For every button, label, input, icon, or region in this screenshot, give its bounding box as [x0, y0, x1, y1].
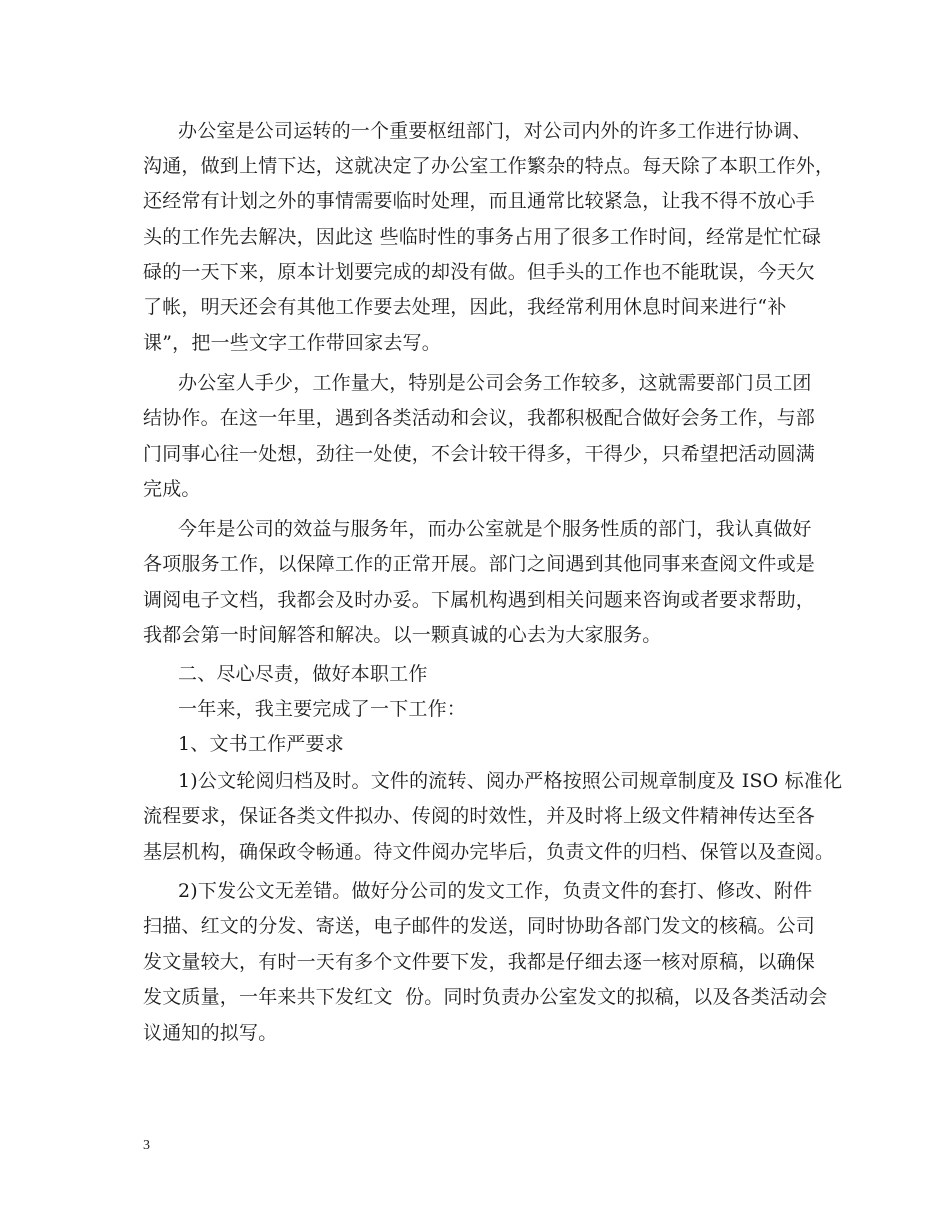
subsection-heading: 1、文书工作严要求 [178, 733, 344, 755]
text-line: 课”，把一些文字工作带回家去写。 [143, 332, 441, 354]
text-line: 办公室是公司运转的一个重要枢纽部门，对公司内外的许多工作进行协调、 [178, 120, 812, 142]
text-line: 2)下发公文无差错。做好分公司的发文工作，负责文件的套打、修改、附件 [178, 880, 813, 902]
text-line: 沟通，做到上情下达，这就决定了办公室工作繁杂的特点。每天除了本职工作外， [143, 155, 835, 177]
text-line: 各项服务工作，以保障工作的正常开展。部门之间遇到其他同事来查阅文件或是 [143, 553, 816, 575]
text-line: 1)公文轮阅归档及时。文件的流转、阅办严格按照公司规章制度及 ISO 标准化 [178, 770, 843, 792]
text-line: 办公室人手少，工作量大，特别是公司会务工作较多，这就需要部门员工团 [178, 372, 812, 394]
text-line: 还经常有计划之外的事情需要临时处理，而且通常比较紧急，让我不得不放心手 [143, 190, 816, 212]
text-line: 了帐，明天还会有其他工作要去处理，因此，我经常利用休息时间来进行“补 [143, 296, 787, 318]
text-line: 基层机构，确保政令畅通。待文件阅办完毕后，负责文件的归档、保管以及查阅。 [143, 841, 835, 863]
text-line: 发文量较大，有时一天有多个文件要下发，我都是仔细去逐一核对原稿，以确保 [143, 951, 816, 973]
page-number: 3 [143, 1138, 150, 1153]
text-line: 流程要求，保证各类文件拟办、传阅的时效性，并及时将上级文件精神传达至各 [143, 805, 816, 827]
text-line: 议通知的拟写。 [143, 1022, 278, 1044]
text-line: 完成。 [143, 478, 201, 500]
section-heading: 二、尽心尽责，做好本职工作 [178, 663, 428, 685]
text-line: 一年来，我主要完成了一下工作： [178, 698, 467, 720]
text-line: 我都会第一时间解答和解决。以一颗真诚的心去为大家服务。 [143, 624, 662, 646]
text-line: 结协作。在这一年里，遇到各类活动和会议，我都积极配合做好会务工作，与部 [143, 407, 816, 429]
text-line: 门同事心往一处想，劲往一处使，不会计较干得多，干得少，只希望把活动圆满 [143, 443, 816, 465]
text-line: 今年是公司的效益与服务年，而办公室就是个服务性质的部门，我认真做好 [178, 518, 812, 540]
text-line: 调阅电子文档，我都会及时办妥。下属机构遇到相关问题来咨询或者要求帮助， [143, 589, 816, 611]
text-line: 扫描、红文的分发、寄送，电子邮件的发送，同时协助各部门发文的核稿。公司 [143, 915, 816, 937]
text-line: 头的工作先去解决，因此这 些临时性的事务占用了很多工作时间，经常是忙忙碌 [143, 226, 822, 248]
text-line: 碌的一天下来，原本计划要完成的却没有做。但手头的工作也不能耽误，今天欠 [143, 261, 816, 283]
text-line: 发文质量，一年来共下发红文 份。同时负责办公室发文的拟稿，以及各类活动会 [143, 986, 828, 1008]
